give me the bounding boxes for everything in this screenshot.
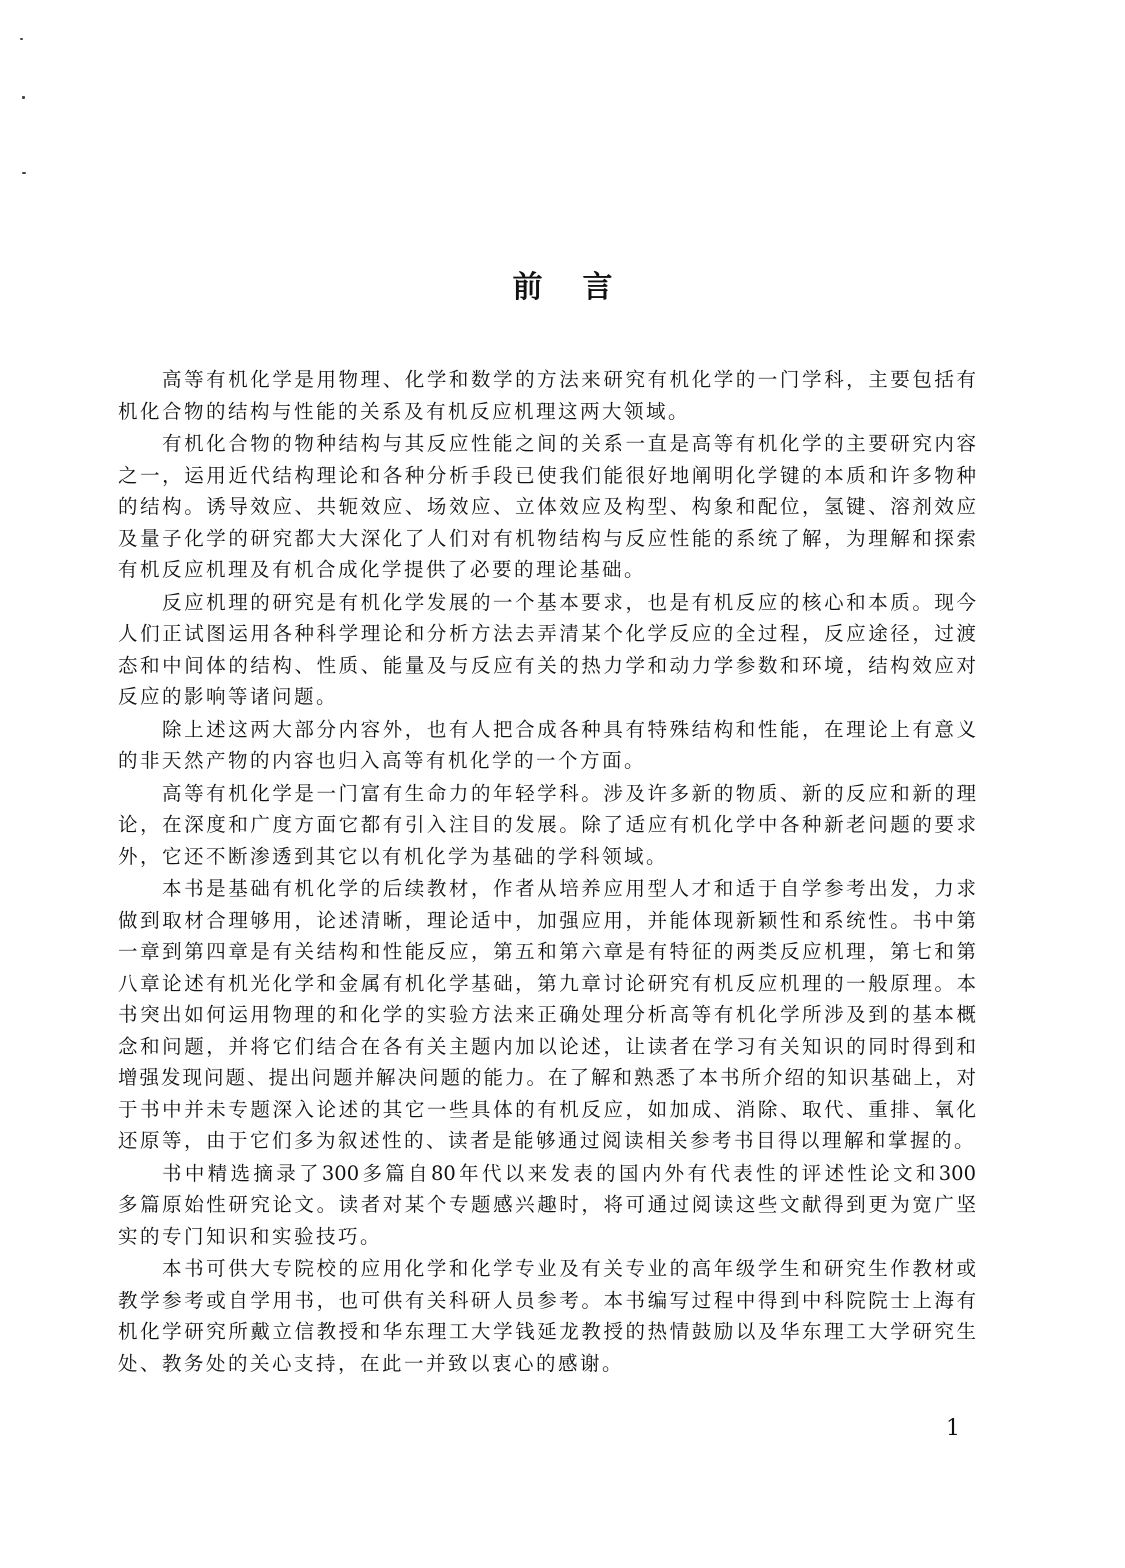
text-line: 除上述这两大部分内容外，也有人把合成各种具有特殊结构和性能，在理论上有意义 <box>162 717 976 741</box>
paragraph <box>118 873 976 1157</box>
text-line: 书中精选摘录了300多篇自80年代以来发表的国内外有代表性的评述性论文和300 <box>162 1161 976 1185</box>
text-line: 反应的影响等诸问题。 <box>118 685 339 708</box>
paragraph <box>118 587 976 713</box>
text-line: 增强发现问题、提出问题并解决问题的能力。在了解和熟悉了本书所介绍的知识基础上，对 <box>118 1066 976 1089</box>
text-line: 教学参考或自学用书，也可供有关科研人员参考。本书编写过程中得到中科院院士上海有 <box>118 1288 976 1312</box>
text-line: 有机化合物的物种结构与其反应性能之间的关系一直是高等有机化学的主要研究内容 <box>162 432 976 455</box>
text-line: 多篇原始性研究论文。读者对某个专题感兴趣时，将可通过阅读这些文献得到更为宽广坚 <box>118 1193 976 1216</box>
text-line: 论，在深度和广度方面它都有引入注目的发展。除了适应有机化学中各种新老问题的要求 <box>118 813 976 836</box>
text-line: 八章论述有机光化学和金属有机化学基础，第九章讨论研究有机反应机理的一般原理。本 <box>118 971 976 995</box>
text-line: 念和问题，并将它们结合在各有关主题内加以论述，让读者在学习有关知识的同时得到和 <box>118 1034 976 1058</box>
text-line: 书突出如何运用物理的和化学的实验方法来正确处理分析高等有机化学所涉及到的基本概 <box>118 1003 976 1026</box>
preface-body <box>118 364 976 1380</box>
text-line: 的结构。诱导效应、共轭效应、场效应、立体效应及构型、构象和配位，氢键、溶剂效应 <box>118 495 976 518</box>
text-line: 还原等，由于它们多为叙述性的、读者是能够通过阅读相关参考书目得以理解和掌握的。 <box>118 1129 976 1152</box>
text-line: 人们正试图运用各种科学理论和分析方法去弄清某个化学反应的全过程，反应途径，过渡 <box>118 622 976 645</box>
text-line: 的非天然产物的内容也归入高等有机化学的一个方面。 <box>118 749 647 772</box>
text-line: 一章到第四章是有关结构和性能反应，第五和第六章是有特征的两类反应机理，第七和第 <box>118 940 976 963</box>
text-line: 高等有机化学是用物理、化学和数学的方法来研究有机化学的一门学科，主要包括有 <box>162 368 976 391</box>
paragraph <box>118 428 976 586</box>
text-line: 之一，运用近代结构理论和各种分析手段已使我们能很好地阐明化学键的本质和许多物种 <box>118 463 976 487</box>
text-line: 机化学研究所戴立信教授和华东理工大学钱延龙教授的热情鼓励以及华东理工大学研究生 <box>118 1320 976 1343</box>
text-line: 于书中并未专题深入论述的其它一些具体的有机反应，如加成、消除、取代、重排、氧化 <box>118 1097 976 1121</box>
text-line: 外，它还不断渗透到其它以有机化学为基础的学科领域。 <box>118 844 669 868</box>
text-line: 处、教务处的关心支持，在此一并致以衷心的感谢。 <box>118 1351 625 1375</box>
paragraph <box>118 1253 976 1379</box>
text-line: 实的专门知识和实验技巧。 <box>118 1224 383 1248</box>
text-line: 反应机理的研究是有机化学发展的一个基本要求，也是有机反应的核心和本质。现今 <box>162 590 976 614</box>
page-number: 1 <box>946 1416 960 1441</box>
text-line: 本书是基础有机化学的后续教材，作者从培养应用型人才和适于自学参考出发，力求 <box>162 877 976 900</box>
text-line: 态和中间体的结构、性质、能量及与反应有关的热力学和动力学参数和环境，结构效应对 <box>118 653 976 677</box>
text-line: 本书可供大专院校的应用化学和化学专业及有关专业的高年级学生和研究生作教材或 <box>162 1257 976 1280</box>
text-line: 机化合物的结构与性能的关系及有机反应机理这两大领域。 <box>118 399 691 423</box>
paragraph <box>118 778 976 873</box>
scan-speck <box>22 172 26 174</box>
paragraph <box>118 714 976 777</box>
text-line: 做到取材合理够用，论述清晰，理论适中，加强应用，并能体现新颖性和系统性。书中第 <box>118 908 976 932</box>
paragraph <box>118 364 976 427</box>
scan-speck <box>20 38 23 40</box>
text-line: 及量子化学的研究都大大深化了人们对有机物结构与反应性能的系统了解，为理解和探索 <box>118 526 976 550</box>
page-title: 前言 <box>512 270 653 305</box>
scan-speck <box>22 96 25 99</box>
text-line: 有机反应机理及有机合成化学提供了必要的理论基础。 <box>118 558 647 581</box>
text-line: 高等有机化学是一门富有生命力的年轻学科。涉及许多新的物质、新的反应和新的理 <box>162 781 976 805</box>
paragraph <box>118 1158 976 1253</box>
